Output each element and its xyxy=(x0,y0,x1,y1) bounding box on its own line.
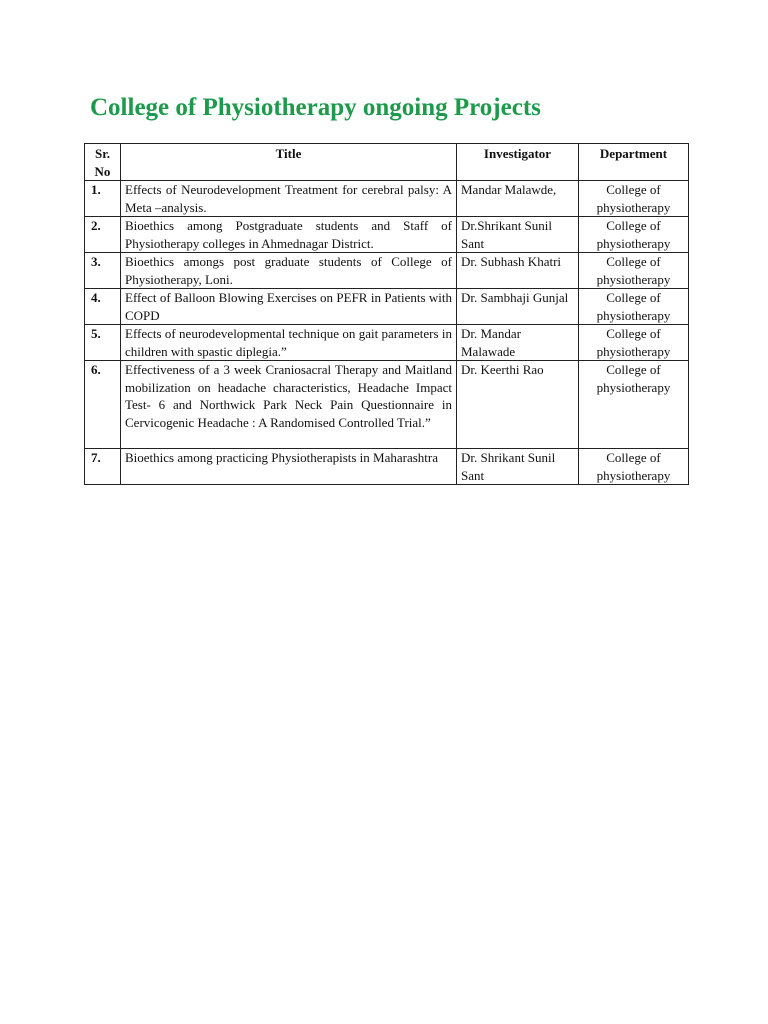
header-row xyxy=(85,144,689,181)
table-row xyxy=(85,181,689,217)
cell-sr-no: 4. xyxy=(85,289,121,325)
cell-title: Effectiveness of a 3 week Craniosacral Therapy and Maitland mobilization on headache characteristics, Headache Impact Test- 6 and Northwick Park Neck Pain Questionnaire in Cervicogenic Headache : A Randomised Controlled Trial.” xyxy=(121,361,457,449)
cell-sr-no: 2. xyxy=(85,217,121,253)
table-row xyxy=(85,325,689,361)
cell-title: Effect of Balloon Blowing Exercises on PEFR in Patients with COPD xyxy=(121,289,457,325)
cell-investigator: Dr. Mandar Malawade xyxy=(457,325,579,361)
cell-title: Effects of Neurodevelopment Treatment for cerebral palsy: A Meta –analysis. xyxy=(121,181,457,217)
cell-title: Bioethics among Postgraduate students and Staff of Physiotherapy colleges in Ahmednagar District. xyxy=(121,217,457,253)
cell-department: College of physiotherapy xyxy=(579,217,689,253)
cell-sr-no: 1. xyxy=(85,181,121,217)
cell-department: College of physiotherapy xyxy=(579,253,689,289)
cell-department: College of physiotherapy xyxy=(579,449,689,485)
table-row xyxy=(85,253,689,289)
table-row xyxy=(85,217,689,253)
table-body xyxy=(85,181,689,485)
cell-investigator: Dr. Keerthi Rao xyxy=(457,361,579,449)
cell-department: College of physiotherapy xyxy=(579,361,689,449)
cell-department: College of physiotherapy xyxy=(579,181,689,217)
header-sr-no: Sr. No xyxy=(85,144,121,181)
table-row xyxy=(85,449,689,485)
table-row xyxy=(85,361,689,449)
cell-sr-no: 3. xyxy=(85,253,121,289)
cell-department: College of physiotherapy xyxy=(579,325,689,361)
page-title: College of Physiotherapy ongoing Projects xyxy=(90,94,541,121)
table-header xyxy=(85,144,689,181)
cell-investigator: Dr. Sambhaji Gunjal xyxy=(457,289,579,325)
cell-sr-no: 7. xyxy=(85,449,121,485)
cell-sr-no: 6. xyxy=(85,361,121,449)
cell-title: Bioethics among practicing Physiotherapists in Maharashtra xyxy=(121,449,457,485)
cell-investigator: Dr. Subhash Khatri xyxy=(457,253,579,289)
cell-sr-no: 5. xyxy=(85,325,121,361)
header-investigator: Investigator xyxy=(457,144,579,181)
cell-department: College of physiotherapy xyxy=(579,289,689,325)
table-row xyxy=(85,289,689,325)
cell-investigator: Dr. Shrikant Sunil Sant xyxy=(457,449,579,485)
cell-investigator: Mandar Malawde, xyxy=(457,181,579,217)
cell-title: Effects of neurodevelopmental technique on gait parameters in children with spastic diplegia.” xyxy=(121,325,457,361)
cell-investigator: Dr.Shrikant Sunil Sant xyxy=(457,217,579,253)
cell-title: Bioethics amongs post graduate students of College of Physiotherapy, Loni. xyxy=(121,253,457,289)
projects-table xyxy=(84,143,689,485)
header-title: Title xyxy=(121,144,457,181)
header-department: Department xyxy=(579,144,689,181)
